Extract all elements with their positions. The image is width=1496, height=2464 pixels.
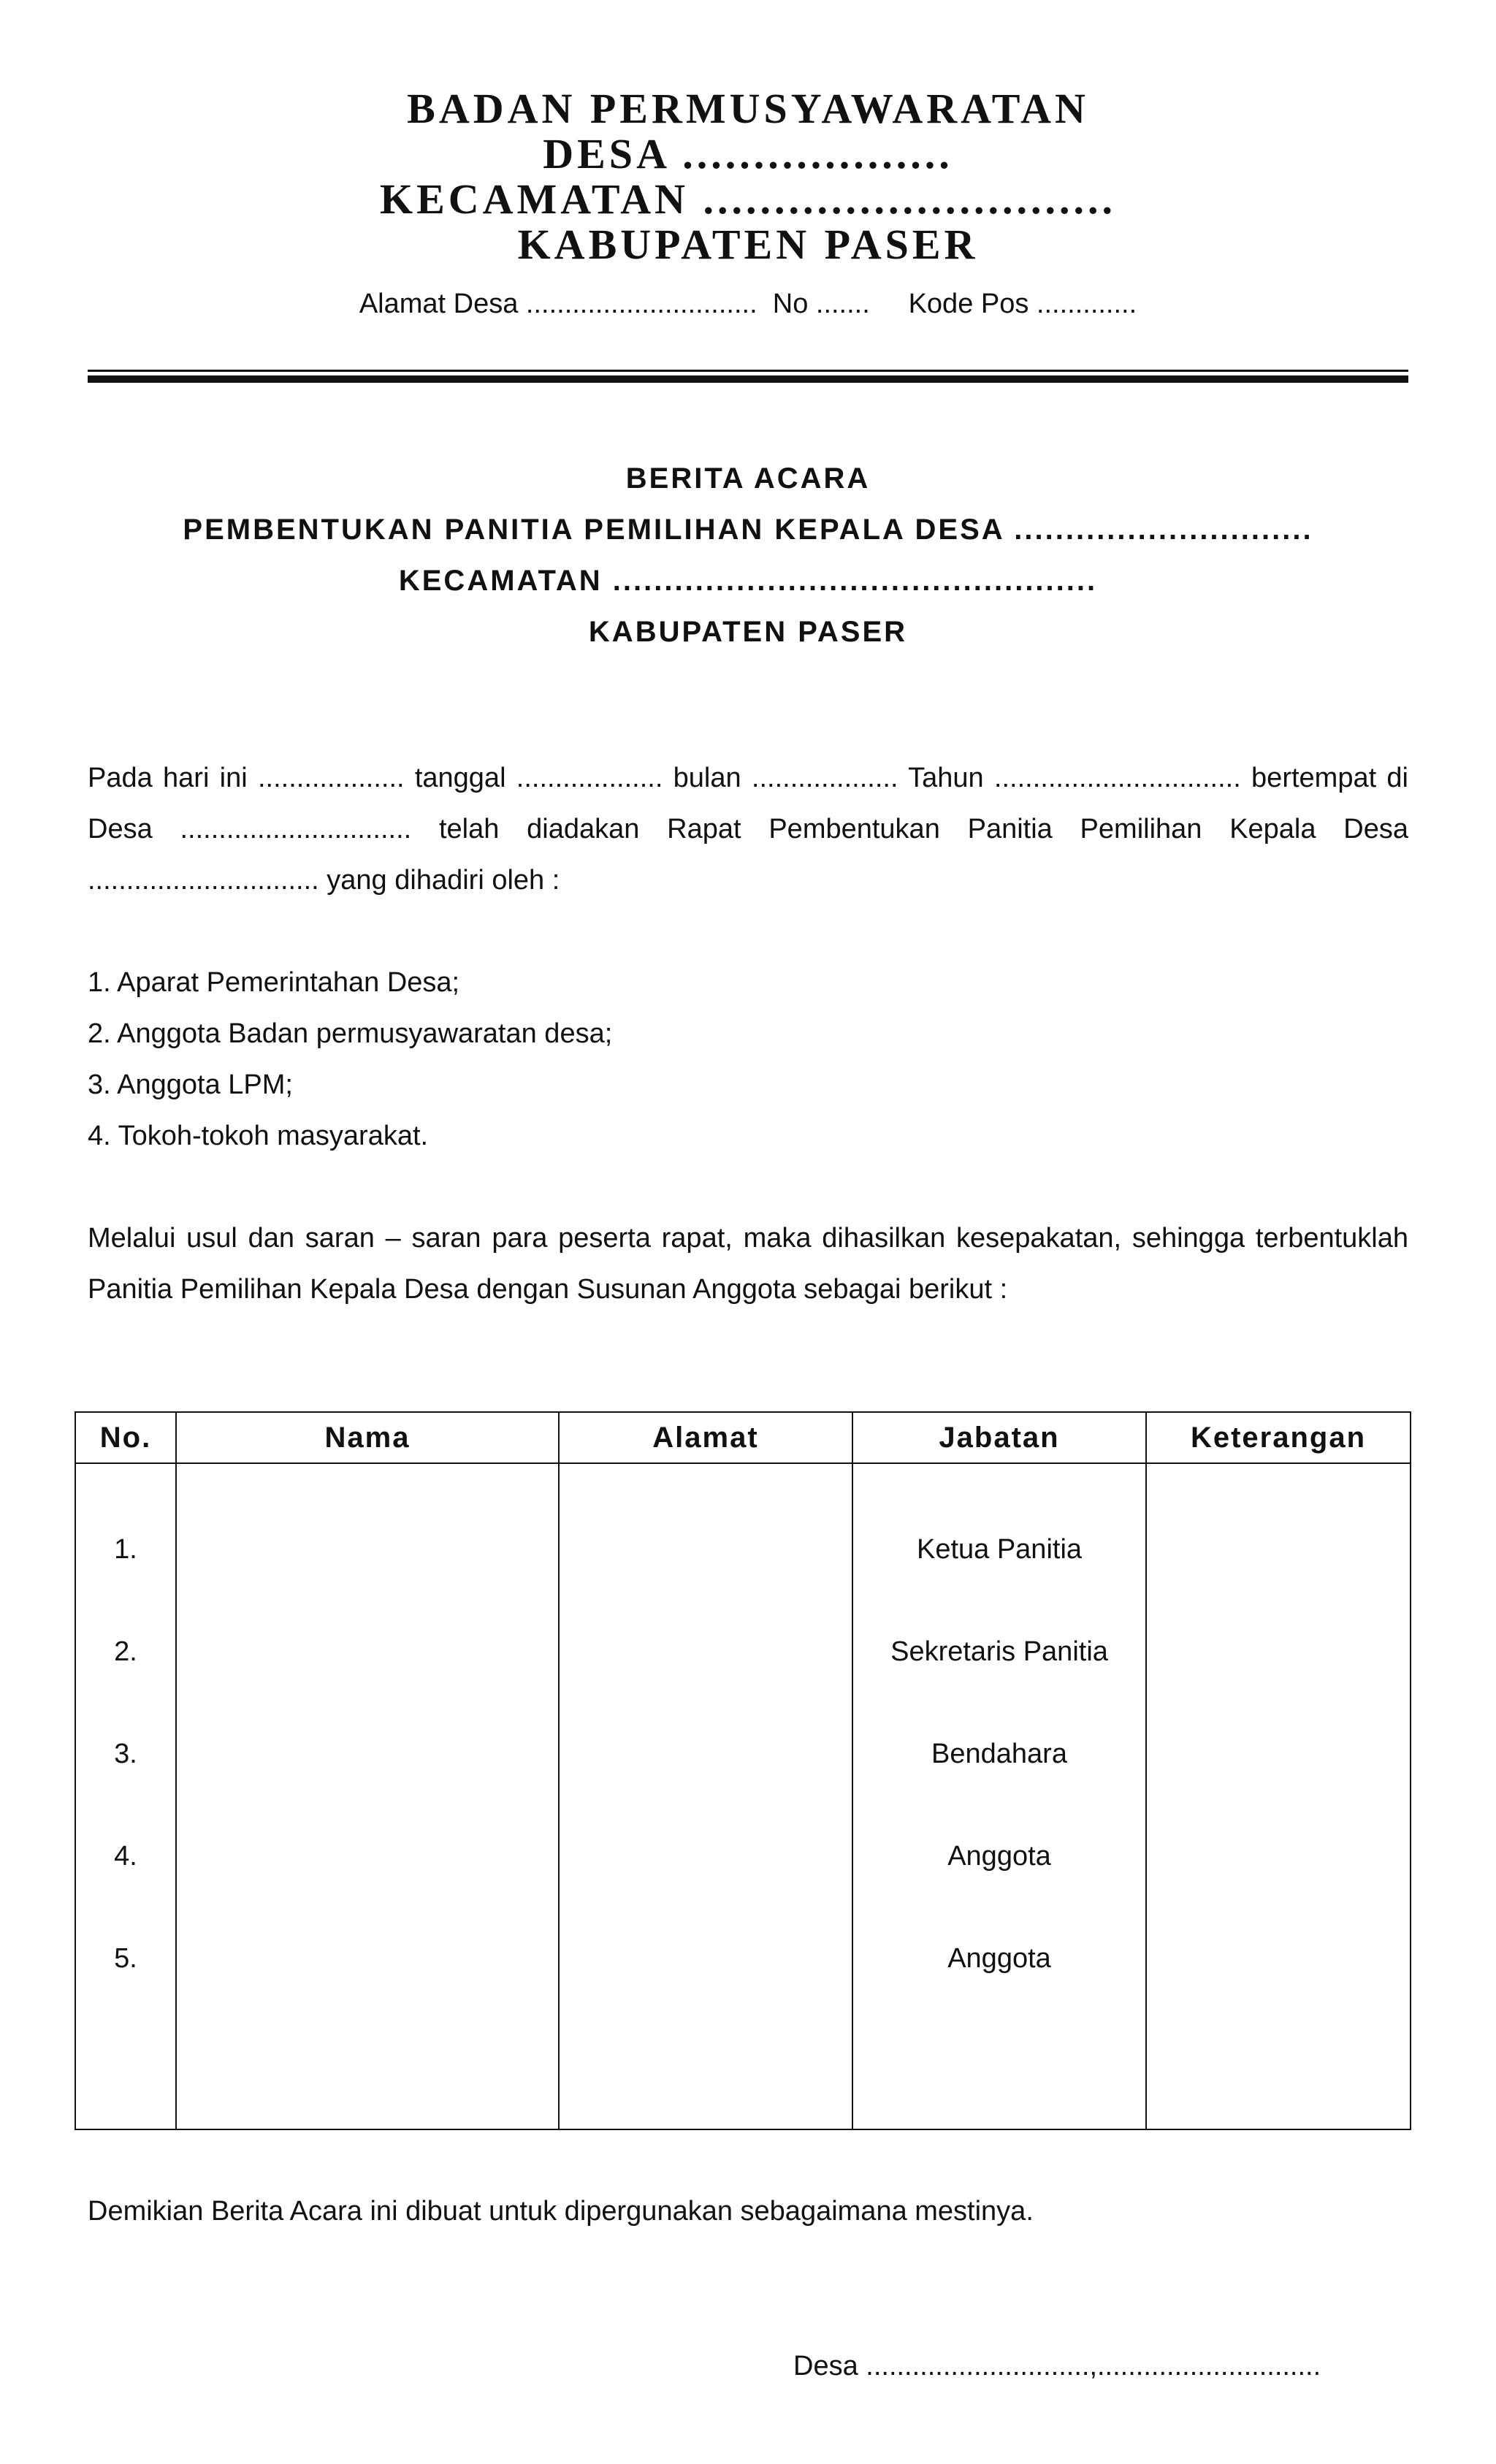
keterangan-cell: [1147, 1525, 1410, 1628]
nama-cell: [177, 1628, 558, 1730]
title-line: KECAMATAN ...............................................: [398, 565, 1098, 597]
column-no: [75, 1463, 176, 2129]
title-line: KABUPATEN PASER: [588, 616, 908, 648]
attendee-item: 2. Anggota Badan permusyawaratan desa;: [88, 1018, 613, 1049]
letterhead-divider-thick: [88, 375, 1408, 383]
keterangan-cell: [1147, 1832, 1410, 1934]
title-line: BERITA ACARA: [625, 462, 871, 495]
letterhead-regency: KABUPATEN PASER: [517, 221, 979, 268]
column-alamat: [559, 1463, 852, 2129]
jabatan-cell: Ketua Panitia: [916, 1534, 1083, 1565]
column-header-jabatan: Jabatan: [852, 1412, 1146, 1463]
nama-cell: [177, 1730, 558, 1832]
column-header-no: No.: [75, 1412, 176, 1463]
table-body-row: [75, 1463, 1411, 2129]
attendee-item: 1. Aparat Pemerintahan Desa;: [88, 967, 460, 998]
alamat-cell: [560, 1832, 852, 1934]
column-jabatan: [852, 1463, 1146, 2129]
intro-paragraph: Pada hari ini ................... tanggal ................... bulan ................... Tahun ................................ bertempat di Desa .............................. telah diadakan Rapat Pembentukan Panitia Pemilihan Kepala Desa .............................. yang dihadiri oleh :: [88, 763, 1408, 896]
row-number: 5.: [114, 1943, 137, 1974]
row-number: 3.: [114, 1739, 137, 1769]
letterhead-agency: BADAN PERMUSYAWARATAN: [407, 85, 1089, 132]
alamat-cell: [560, 1628, 852, 1730]
keterangan-cell: [1147, 1730, 1410, 1832]
result-paragraph: Melalui usul dan saran – saran para peserta rapat, maka dihasilkan kesepakatan, sehingga terbentuklah Panitia Pemilihan Kepala Desa dengan Susunan Anggota sebagai berikut :: [88, 1223, 1408, 1305]
closing-statement: Demikian Berita Acara ini dibuat untuk dipergunakan sebagaimana mestinya.: [88, 2196, 1034, 2227]
letterhead-divider-thin: [88, 370, 1408, 372]
column-header-keterangan: Keterangan: [1146, 1412, 1411, 1463]
alamat-cell: [560, 1730, 852, 1832]
committee-table: [75, 1411, 1410, 2130]
letterhead-village: DESA ...................: [543, 130, 953, 178]
jabatan-cell: Sekretaris Panitia: [890, 1636, 1108, 1667]
nama-cell: [177, 1525, 558, 1628]
document-title: [0, 453, 1496, 657]
column-header-alamat: Alamat: [559, 1412, 852, 1463]
nama-cell: [177, 1934, 558, 2037]
signature-place-date: Desa .............................,.............................: [793, 2351, 1321, 2381]
attendee-item: 4. Tokoh-tokoh masyarakat.: [88, 1121, 429, 1151]
letterhead-district: KECAMATAN .............................: [379, 175, 1117, 223]
jabatan-cell: Anggota: [947, 1841, 1051, 1872]
nama-cell: [177, 1832, 558, 1934]
attendee-list: [88, 957, 1408, 1162]
keterangan-cell: [1147, 1628, 1410, 1730]
letterhead-address: Alamat Desa .............................. No ....... Kode Pos .............: [359, 289, 1137, 319]
attendee-item: 3. Anggota LPM;: [88, 1069, 293, 1100]
row-number: 1.: [114, 1534, 137, 1565]
row-number: 4.: [114, 1841, 137, 1872]
column-header-nama: Nama: [176, 1412, 559, 1463]
alamat-cell: [560, 1934, 852, 2037]
letterhead: [0, 86, 1496, 320]
row-number: 2.: [114, 1636, 137, 1667]
jabatan-cell: Anggota: [947, 1943, 1051, 1974]
column-keterangan: [1146, 1463, 1411, 2129]
keterangan-cell: [1147, 1934, 1410, 2037]
alamat-cell: [560, 1525, 852, 1628]
jabatan-cell: Bendahara: [931, 1739, 1067, 1769]
title-line: PEMBENTUKAN PANITIA PEMILIHAN KEPALA DESA .............................: [183, 514, 1313, 546]
column-nama: [176, 1463, 559, 2129]
table-header-row: [75, 1412, 1411, 1463]
